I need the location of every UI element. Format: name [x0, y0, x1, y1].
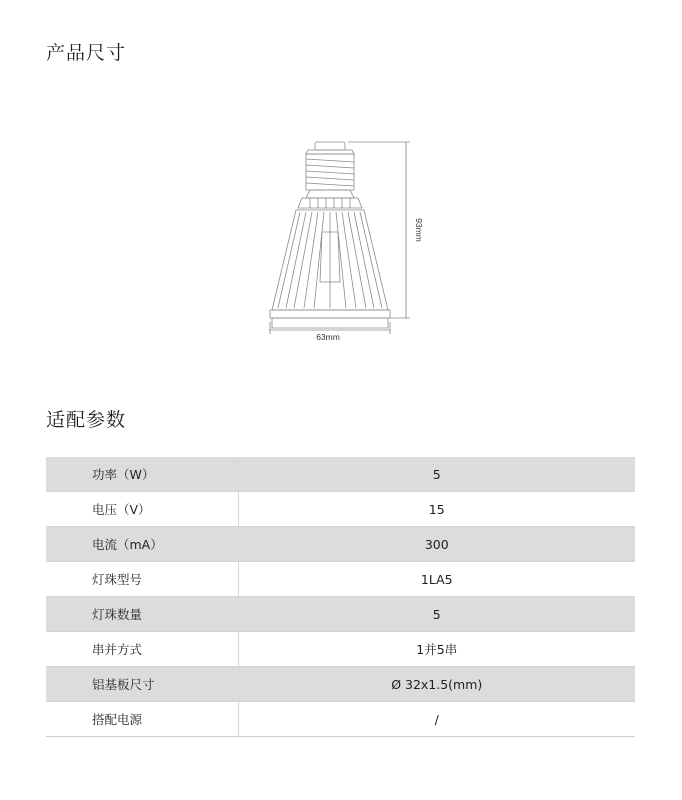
param-label: 灯珠型号: [46, 562, 238, 597]
param-value: 15: [428, 501, 445, 517]
param-value: 1并5串: [416, 642, 458, 657]
lamp-outline: [270, 142, 390, 328]
section-title-parameters: 适配参数: [46, 409, 127, 431]
table-row: [46, 492, 635, 527]
param-value: 1LA5: [420, 571, 453, 587]
param-label: 功率（W）: [46, 457, 238, 492]
param-value: 5: [238, 457, 635, 492]
param-label: 铝基板尺寸: [46, 667, 238, 702]
table-row: [46, 527, 635, 562]
param-label: 电流（mA）: [46, 527, 238, 562]
param-value: 5: [238, 597, 635, 632]
product-dimension-drawing: [230, 132, 450, 352]
param-label: 串并方式: [46, 632, 238, 667]
table-row: [46, 667, 635, 702]
param-label: 灯珠数量: [46, 597, 238, 632]
param-label: 电压（V）: [46, 492, 238, 527]
table-row: [46, 457, 635, 492]
height-dimension-label: 93mm: [414, 218, 424, 242]
table-row: [46, 702, 635, 737]
table-row: [46, 632, 635, 667]
dimension-lines: [270, 142, 410, 334]
width-dimension-label: 63mm: [316, 332, 340, 342]
param-label: 搭配电源: [46, 702, 238, 737]
table-row: [46, 597, 635, 632]
param-value: 300: [238, 527, 635, 562]
param-value: /: [434, 711, 439, 727]
table-row: [46, 562, 635, 597]
section-title-dimensions: 产品尺寸: [46, 42, 127, 64]
param-value: Ø 32x1.5(mm): [238, 667, 635, 702]
parameters-table: [46, 457, 635, 737]
